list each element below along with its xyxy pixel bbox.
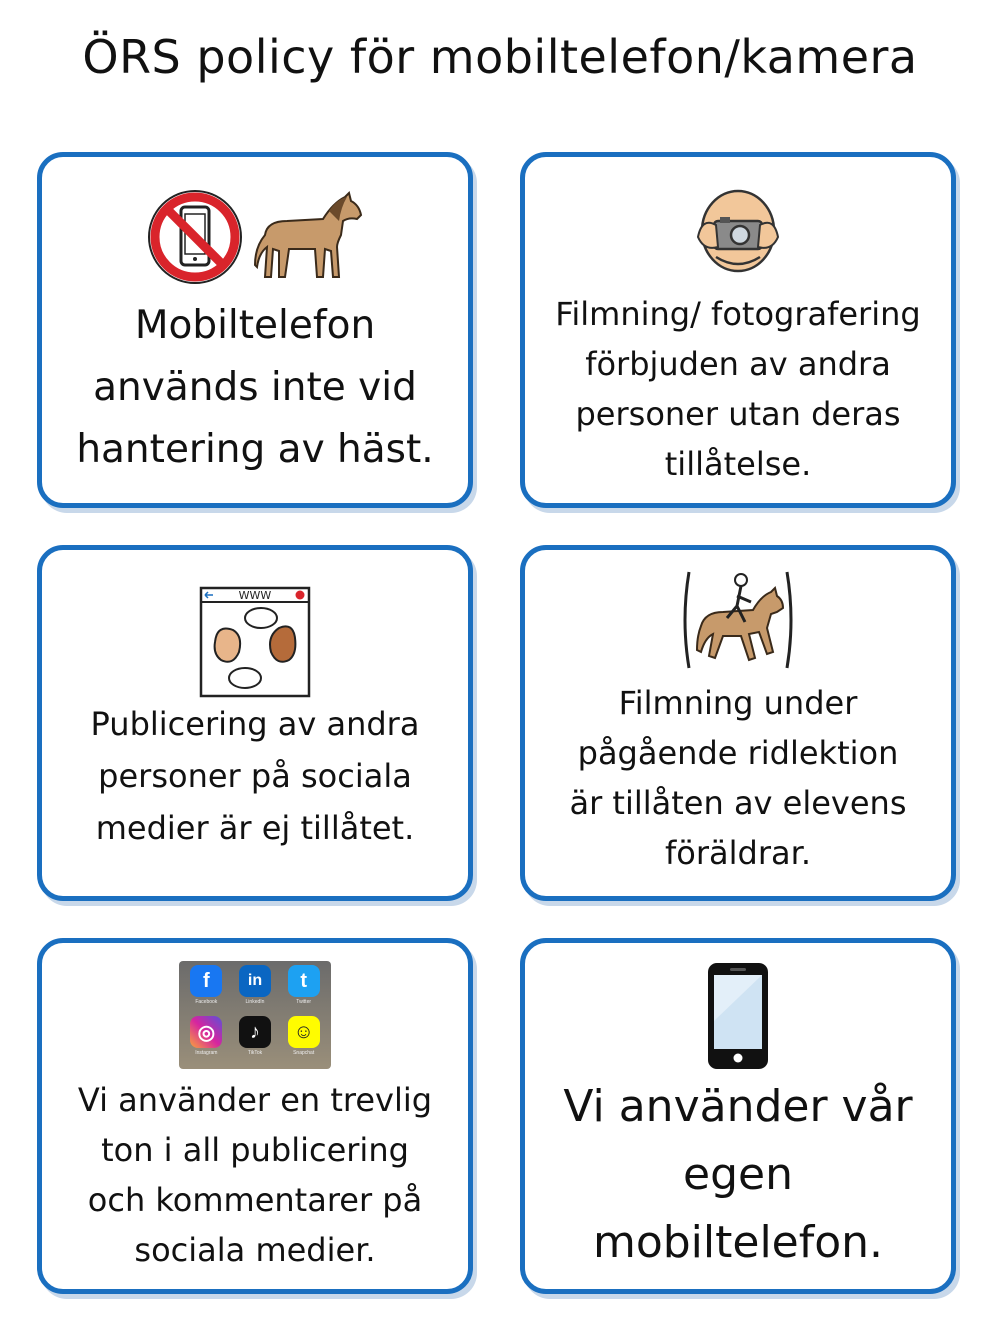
rider-horse-icon	[679, 566, 797, 674]
horse-icon	[253, 191, 365, 283]
person-camera-icon	[690, 187, 786, 275]
policy-card-friendly-tone	[37, 938, 473, 1294]
card-text: Filmning/ fotografering förbjuden av andra personer utan deras tillåtelse.	[555, 295, 921, 483]
policy-card-filming-photography	[520, 152, 956, 508]
card-icons	[525, 566, 951, 674]
facebook-icon: f Facebook	[183, 965, 230, 1014]
card-text: Filmning under pågående ridlektion är tillåten av elevens föräldrar.	[569, 684, 907, 872]
card-icons	[42, 961, 468, 1069]
linkedin-icon: in LinkedIn	[232, 965, 279, 1014]
card-text: Vi använder en trevlig ton i all publicering och kommentarer på sociala medier.	[77, 1081, 433, 1269]
policy-card-own-phone	[520, 938, 956, 1294]
smartphone-icon	[706, 961, 770, 1071]
card-icons	[42, 586, 468, 698]
card-icons	[525, 961, 951, 1071]
page-title: ÖRS policy för mobiltelefon/kamera	[82, 30, 918, 84]
policy-card-no-phone-horse	[37, 152, 473, 508]
policy-card-social-publishing	[37, 545, 473, 901]
card-icons	[42, 187, 468, 287]
instagram-icon: ◎ Instagram	[183, 1016, 230, 1065]
twitter-icon: t Twitter	[280, 965, 327, 1014]
no-phone-icon	[145, 187, 245, 287]
card-text: Vi använder vår egen mobiltelefon.	[563, 1081, 913, 1268]
social-media-apps-icon	[179, 961, 331, 1069]
www-label: WWW	[238, 589, 272, 602]
card-text: Mobiltelefon används inte vid hantering av häst.	[76, 303, 434, 472]
card-text: Publicering av andra personer på sociala medier är ej tillåtet.	[90, 705, 420, 847]
card-icons	[525, 187, 951, 275]
policy-card-riding-lesson-filming	[520, 545, 956, 901]
tiktok-icon: ♪ TikTok	[232, 1016, 279, 1065]
web-conversation-icon	[199, 586, 311, 698]
snapchat-icon: ☺ Snapchat	[280, 1016, 327, 1065]
